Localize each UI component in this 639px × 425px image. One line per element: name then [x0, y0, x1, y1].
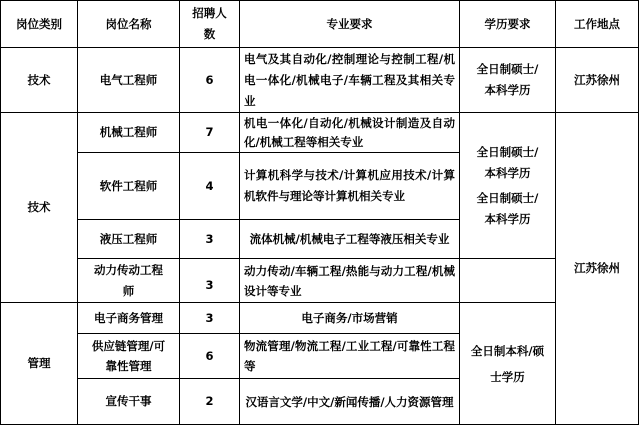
position-cell: 宣传干事 [105, 394, 152, 408]
position-cell: 供应链管理/可靠性管理 [91, 339, 166, 373]
education-cell: 全日制硕士/本科学历 [476, 62, 539, 97]
count-cell: 3 [205, 231, 214, 246]
major-cell: 电气及其自动化/控制理论与控制工程/机电一体化/机械电子/车辆工程及其相关专业 [244, 51, 455, 108]
count-cell: 3 [205, 310, 214, 325]
count-cell: 4 [205, 178, 214, 193]
position-cell: 机械工程师 [99, 125, 158, 139]
major-cell: 汉语言文学/中文/新闻传播/人力资源管理 [245, 394, 454, 409]
header-education: 学历要求 [484, 16, 531, 31]
count-cell: 6 [205, 348, 214, 363]
major-cell: 计算机科学与技术/计算机应用技术/计算机软件与理论等计算机相关专业 [244, 168, 455, 203]
position-cell: 电气工程师 [99, 72, 158, 87]
header-count: 招聘人数 [192, 6, 227, 41]
major-cell: 机电一体化/自动化/机械设计制造及自动化/机械工程等相关专业 [244, 115, 455, 149]
category-management-cell: 管理 [27, 356, 51, 370]
major-cell: 动力传动/车辆工程/热能与动力工程/机械设计等专业 [244, 263, 455, 298]
header-location: 工作地点 [574, 16, 620, 31]
education-cell: 全日制硕士/本科学历 全日制硕士/本科学历 [476, 144, 539, 226]
count-cell: 7 [205, 125, 214, 139]
position-cell: 液压工程师 [99, 231, 158, 246]
header-category: 岗位类别 [16, 16, 62, 31]
category-tech-cell: 技术 [27, 72, 51, 87]
count-cell: 2 [205, 394, 214, 408]
category-tech-cell: 技术 [27, 200, 51, 214]
education-cell: 全日制本科/硕士学历 [470, 343, 545, 384]
position-cell: 软件工程师 [99, 178, 158, 193]
header-major: 专业要求 [326, 16, 373, 31]
major-cell: 物流管理/物流工程/工业工程/可靠性工程等 [244, 339, 455, 373]
position-cell: 动力传动工程师 [94, 262, 163, 298]
major-cell: 电子商务/市场营销 [301, 310, 398, 325]
count-cell: 6 [205, 72, 214, 87]
header-position: 岗位名称 [105, 16, 152, 31]
position-cell: 电子商务管理 [94, 310, 163, 325]
count-cell: 3 [205, 278, 214, 292]
location-cell: 江苏徐州 [574, 261, 620, 275]
location-cell: 江苏徐州 [574, 72, 620, 87]
major-cell: 流体机械/机械电子工程等液压相关专业 [249, 231, 450, 246]
